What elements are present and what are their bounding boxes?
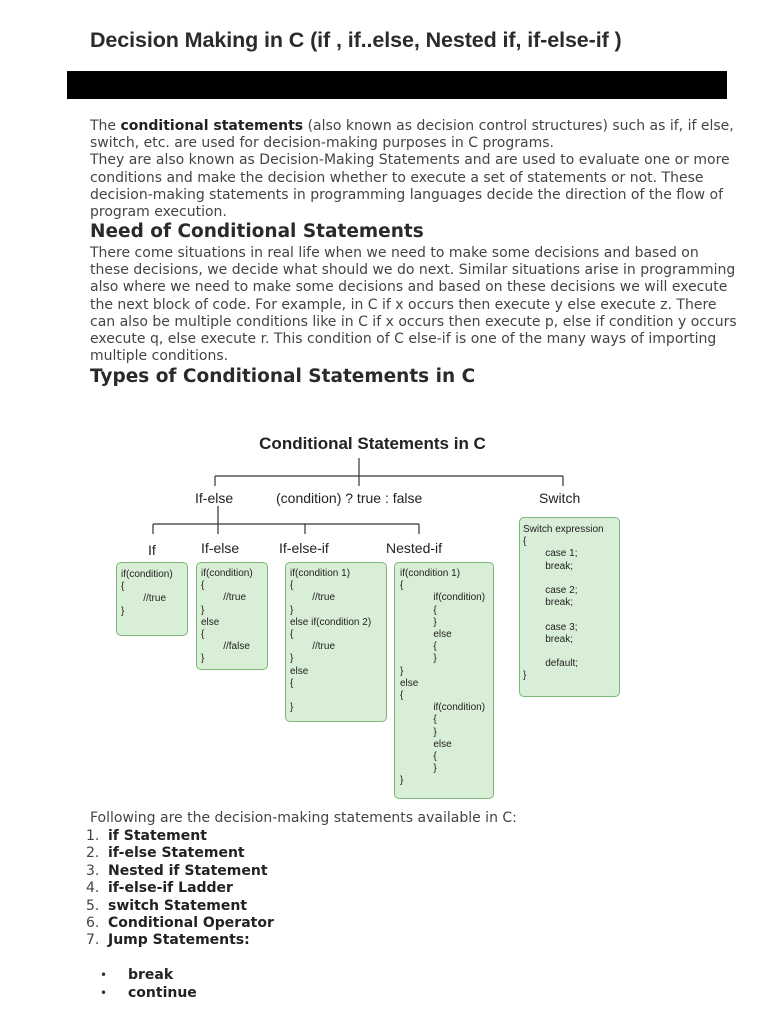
nestedif-code: if(condition 1) { if(condition) { } else { } } else { if(condition) { } else { } }	[400, 568, 486, 787]
switch-code: Switch expression { case 1; break; case 2; break; case 3; break; default; }	[523, 524, 604, 682]
black-banner	[67, 71, 727, 99]
statements-list	[86, 828, 274, 950]
ifelseif-code: if(condition 1) { //true } else if(condition 2) { //true } else { }	[290, 568, 372, 714]
list-item: • break	[100, 967, 174, 983]
bullet-icon: •	[100, 986, 108, 1000]
list-item: 5. switch Statement	[86, 897, 248, 914]
conditional-statements-diagram	[105, 428, 635, 803]
list-item: 4. if-else-if Ladder	[86, 880, 233, 897]
label-nestedif: Nested-if	[386, 540, 443, 556]
list-item: • continue	[100, 985, 197, 1001]
list-item: 7. Jump Statements:	[86, 932, 250, 949]
label-ternary: (condition) ? true : false	[276, 490, 423, 506]
list-intro: Following are the decision-making statements available in C:	[90, 810, 517, 826]
bullet-icon: •	[100, 968, 108, 982]
nestedif-code-box	[394, 562, 494, 799]
page-title: Decision Making in C (if , if..else, Nested if, if-else-if )	[90, 28, 622, 52]
label-if: If	[148, 542, 156, 558]
diagram-title: Conditional Statements in C	[259, 434, 486, 453]
label-ifelseif: If-else-if	[279, 540, 329, 556]
need-heading: Need of Conditional Statements	[90, 221, 424, 242]
list-item: 6. Conditional Operator	[86, 914, 274, 931]
label-ifelse-top: If-else	[195, 490, 234, 506]
list-item: 1. if Statement	[86, 828, 207, 844]
intro-prefix: The	[90, 118, 121, 134]
intro-rest: (also known as decision control structures) such as if, if else, switch, etc. are used for decision-making purposes in C programs.	[90, 118, 734, 152]
need-section	[90, 245, 740, 365]
intro-section	[90, 118, 740, 221]
ifelse-code: if(condition) { //true } else { //false }	[201, 568, 253, 665]
ifelseif-code-box	[285, 562, 387, 722]
if-code-box	[116, 562, 188, 636]
list-item: 3. Nested if Statement	[86, 862, 268, 879]
label-ifelse: If-else	[201, 540, 240, 556]
if-code: if(condition) { //true }	[121, 569, 173, 617]
label-switch: Switch	[539, 490, 581, 506]
types-heading: Types of Conditional Statements in C	[90, 366, 476, 387]
jump-statements-list	[100, 966, 197, 1002]
list-item: 2. if-else Statement	[86, 845, 245, 862]
intro-paragraph-1	[90, 118, 740, 152]
switch-code-box	[519, 517, 620, 697]
intro-paragraph-2: They are also known as Decision-Making Statements and are used to evaluate one or more conditions and make the decision whether to execute a set of statements or not. These decision-making statements in programming languages decide the direction of the flow of program execution.	[90, 152, 730, 221]
need-paragraph: There come situations in real life when we need to make some decisions and based on these decisions, we decide what should we do next. Similar situations arise in programming also where we need to make some decisions and based on these decisions we will execute the next block of code. For example, in C if x occurs then execute y else execute z. There can also be multiple conditions like in C if x occurs then execute p, else if condition y occurs execute q, else execute r. This condition of C else-if is one of the many ways of importing multiple conditions.	[90, 245, 737, 365]
intro-bold-term: conditional statements	[120, 118, 304, 134]
ifelse-code-box	[196, 562, 268, 670]
